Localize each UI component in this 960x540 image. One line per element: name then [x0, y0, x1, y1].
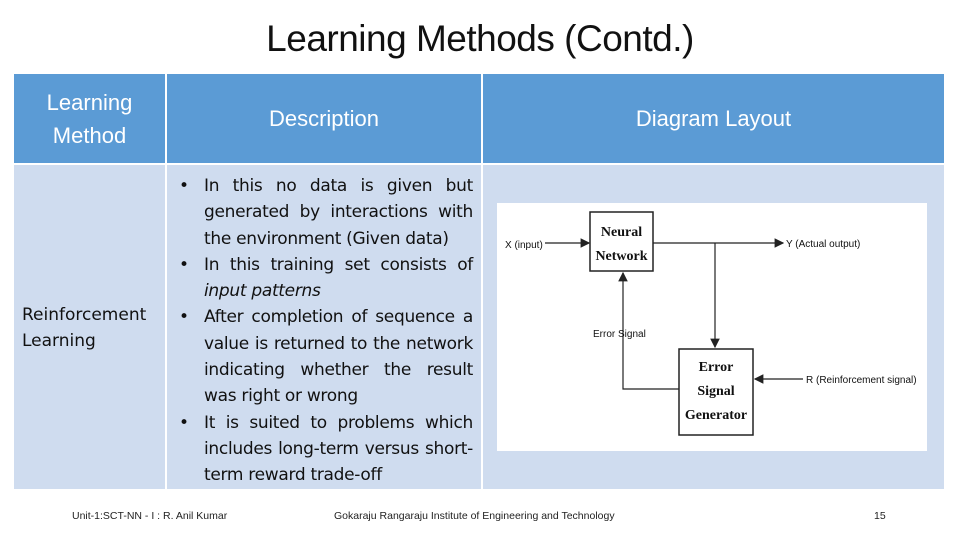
bullet-item: [173, 304, 473, 409]
reinforcement-label: R (Reinforcement signal): [806, 375, 917, 386]
description-bullets: [173, 173, 473, 489]
bullet-dot-icon: •: [179, 412, 189, 433]
input-label: X (input): [505, 240, 543, 251]
bullet-text: In this training set consists of: [204, 254, 473, 275]
reinforcement-learning-diagram: [497, 203, 927, 451]
method-cell: [14, 165, 165, 489]
bullet-text: It is suited to problems which includes long-term versus short-term reward trade-off: [204, 412, 473, 486]
description-cell: [167, 165, 481, 489]
page-number: 15: [874, 510, 886, 522]
output-label: Y (Actual output): [786, 239, 861, 250]
diagram-cell: [483, 165, 944, 489]
slide-title: Learning Methods (Contd.): [266, 18, 694, 59]
bullet-item: [173, 252, 473, 305]
neural-network-label-line1: Neural: [600, 225, 643, 240]
header-learning-method-label: Learning Method: [46, 89, 133, 148]
method-name: Reinforcement Learning: [22, 305, 147, 351]
bullet-italic-text: input patterns: [204, 281, 321, 302]
header-diagram-layout-label: Diagram Layout: [635, 105, 792, 131]
bullet-item: [173, 173, 473, 252]
header-diagram-layout: [483, 74, 944, 163]
bullet-text: After completion of sequence a value is returned to the network indicating whether the result was right or wrong: [204, 307, 473, 407]
generator-label-line2: Signal: [697, 384, 735, 399]
generator-label-line3: Generator: [684, 408, 748, 423]
error-signal-label: Error Signal: [593, 329, 646, 340]
header-description-label: Description: [268, 105, 380, 131]
generator-label-line1: Error: [698, 360, 734, 375]
neural-network-label-line2: Network: [595, 249, 648, 264]
footer-author: Unit-1:SCT-NN - I : R. Anil Kumar: [72, 510, 228, 522]
bullet-item: [173, 410, 473, 489]
bullet-dot-icon: •: [179, 254, 189, 275]
header-description: [167, 74, 481, 163]
header-learning-method: [14, 74, 165, 163]
diagram-svg: [497, 203, 927, 451]
learning-methods-table: [14, 74, 944, 489]
bullet-dot-icon: •: [179, 307, 189, 328]
footer-institute: Gokaraju Rangaraju Institute of Engineering and Technology: [334, 510, 615, 522]
bullet-text: In this no data is given but generated by interactions with the environment (Given data): [204, 176, 473, 249]
bullet-dot-icon: •: [179, 176, 189, 196]
